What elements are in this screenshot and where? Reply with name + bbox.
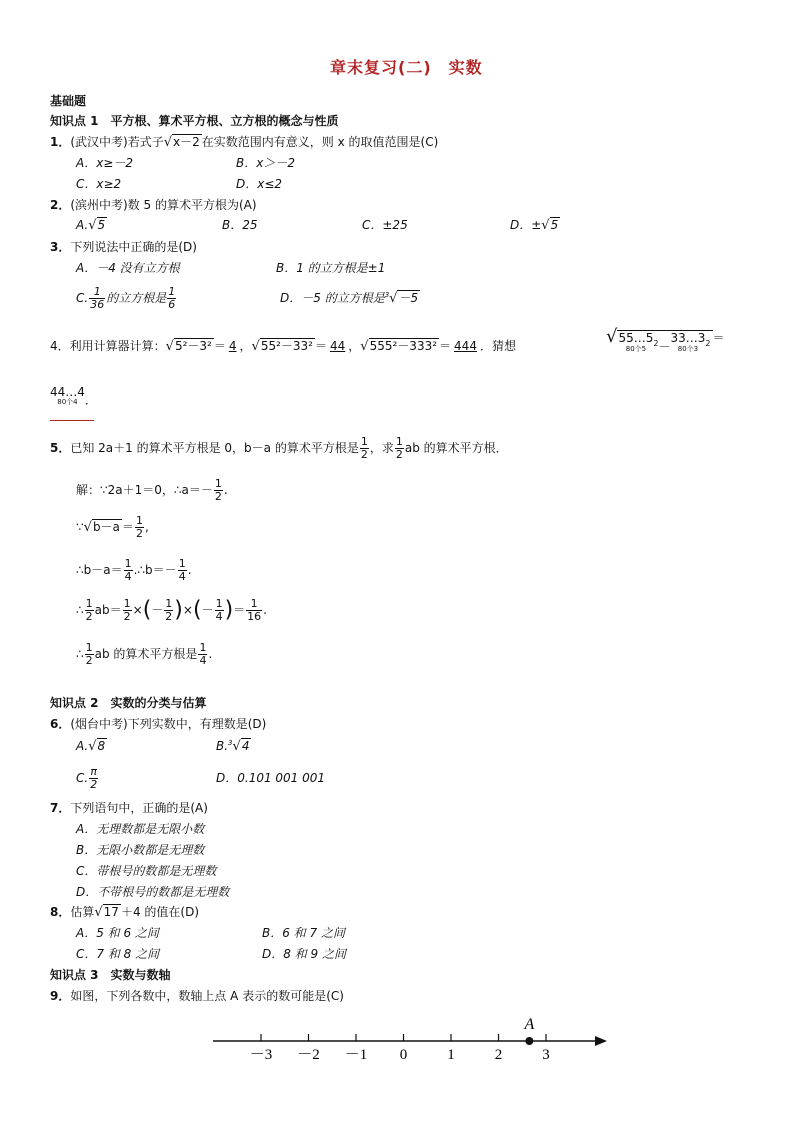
tick-label: 1 (447, 1047, 455, 1063)
page-title: 章末复习(二) 实数 (330, 58, 483, 77)
question-number: 7． (50, 801, 71, 815)
solution-step-5: ∴ $\frac{1}{2}$ ab 的算术平方根是 $\frac{1}{4}$ . (76, 641, 213, 667)
tick-label: 2 (494, 1047, 503, 1063)
option-a: A.√5 (76, 218, 106, 233)
answer-blank: 444 (454, 339, 477, 353)
knowledge-point-2: 知识点 2 实数的分类与估算 (50, 696, 207, 710)
question-number: 1． (50, 135, 71, 149)
question-7: 7．下列语句中，正确的是(A) (50, 801, 208, 815)
point-a (525, 1037, 533, 1045)
option-d: D．－5 的立方根是$^3$√－5 (280, 291, 419, 306)
solution-step-1: 解：∵2a＋1＝0，∴a＝－ $\frac{1}{2}$ . (76, 477, 228, 503)
option-b: B．25 (222, 218, 258, 232)
question-text: 在实数范围内有意义，则 x 的取值范围是(C) (201, 135, 439, 149)
option-c: C．带根号的数都是无理数 (76, 864, 217, 878)
question-number: 5． (50, 441, 71, 455)
question-4: 4．利用计算器计算：√5²－3² ＝ 4 ，√55²－33² ＝ 44 ，√555²－333² ＝ 444 ．猜想 (50, 339, 516, 354)
option-a: A．无理数都是无限小数 (76, 822, 205, 836)
question-number: 2． (50, 198, 71, 212)
option-d: D．不带根号的数都是无理数 (76, 885, 230, 899)
radicand: x－2 (173, 135, 200, 149)
option-b: B．无限小数都是无理数 (76, 843, 205, 857)
answer-underline (50, 420, 94, 421)
guess-expression: √ 55…5 80个5 $^2$－ 33…3 80个3 $^2$ ＝ (606, 326, 725, 354)
question-number: 3． (50, 240, 71, 254)
tick-label: －2 (297, 1047, 320, 1063)
answer-blank: 4 (228, 339, 237, 353)
question-text: (武汉中考)若式子 (70, 135, 164, 149)
question-number: 9． (50, 989, 71, 1003)
option-d: D．x≤2 (236, 177, 283, 191)
option-b: B．6 和 7 之间 (262, 926, 345, 940)
question-2 (50, 197, 257, 213)
axis-arrow-icon (595, 1036, 607, 1046)
option-a: A．5 和 6 之间 (76, 926, 159, 940)
q4-answer: 44…4 80个4 ． (50, 385, 97, 407)
option-a: A.√8 (76, 739, 106, 754)
question-text: (滨州中考)数 5 的算术平方根为(A) (70, 198, 257, 212)
knowledge-point-1: 知识点 1 平方根、算术平方根、立方根的概念与性质 (50, 114, 339, 128)
option-c: C．7 和 8 之间 (76, 947, 160, 961)
question-number: 8． (50, 905, 71, 919)
answer-blank: 44 (330, 339, 346, 353)
question-number: 6． (50, 717, 71, 731)
option-b: B.$^3$√4 (216, 739, 250, 754)
option-b: B．x＞－2 (236, 156, 295, 170)
question-1: 1．(武汉中考)若式子√x－2 在实数范围内有意义，则 x 的取值范围是(C) (50, 135, 439, 150)
point-a-label: A (524, 1016, 535, 1033)
solution-step-4: ∴ $\frac{1}{2}$ ab＝ $\frac{1}{2}$ ×(－ $\frac{1}{2}$ )×(－ $\frac{1}{4}$ )＝ $\frac{1}{16}$ . (76, 597, 267, 623)
question-6: 6．(烟台中考)下列实数中，有理数是(D) (50, 717, 267, 731)
question-3 (50, 239, 197, 255)
tick-label: 0 (399, 1047, 408, 1063)
option-c: C．x≥2 (76, 177, 122, 191)
option-d: D．8 和 9 之间 (262, 947, 346, 961)
solution-step-2: ∵√b－a ＝ $\frac{1}{2}$ , (76, 514, 149, 540)
tick-label: －3 (249, 1047, 273, 1063)
knowledge-point-3: 知识点 3 实数与数轴 (50, 968, 171, 982)
question-9: 9．如图，下列各数中，数轴上点 A 表示的数可能是(C) (50, 989, 344, 1003)
question-text: 下列说法中正确的是(D) (70, 240, 197, 254)
section-basic: 基础题 (50, 94, 87, 108)
solution-step-3: ∴b－a＝ $\frac{1}{4}$ .∴b＝－ $\frac{1}{4}$ . (76, 557, 192, 583)
option-c: C. $\frac{1}{36}$ 的立方根是 $\frac{1}{6}$ (76, 285, 176, 311)
question-8: 8．估算√17 ＋4 的值在(D) (50, 905, 200, 920)
option-d: D．0.101 001 001 (216, 771, 326, 785)
option-a: A．x≥－2 (76, 156, 134, 170)
tick-label: 3 (542, 1047, 550, 1063)
question-text: 4．利用计算器计算： (50, 339, 166, 353)
option-b: B．1 的立方根是±1 (276, 261, 386, 275)
option-d: D．±√5 (510, 218, 559, 233)
option-a: A．－4 没有立方根 (76, 261, 180, 275)
number-line (205, 1006, 625, 1076)
option-c: C．±25 (362, 218, 408, 232)
option-c: C. $\frac{\pi}{2}$ (76, 765, 98, 791)
question-5: 5．已知 2a＋1 的算术平方根是 0，b－a 的算术平方根是 $\frac{1}{2}$ ，求 $\frac{1}{2}$ ab 的算术平方根． (50, 435, 508, 461)
tick-label: －1 (344, 1047, 368, 1063)
